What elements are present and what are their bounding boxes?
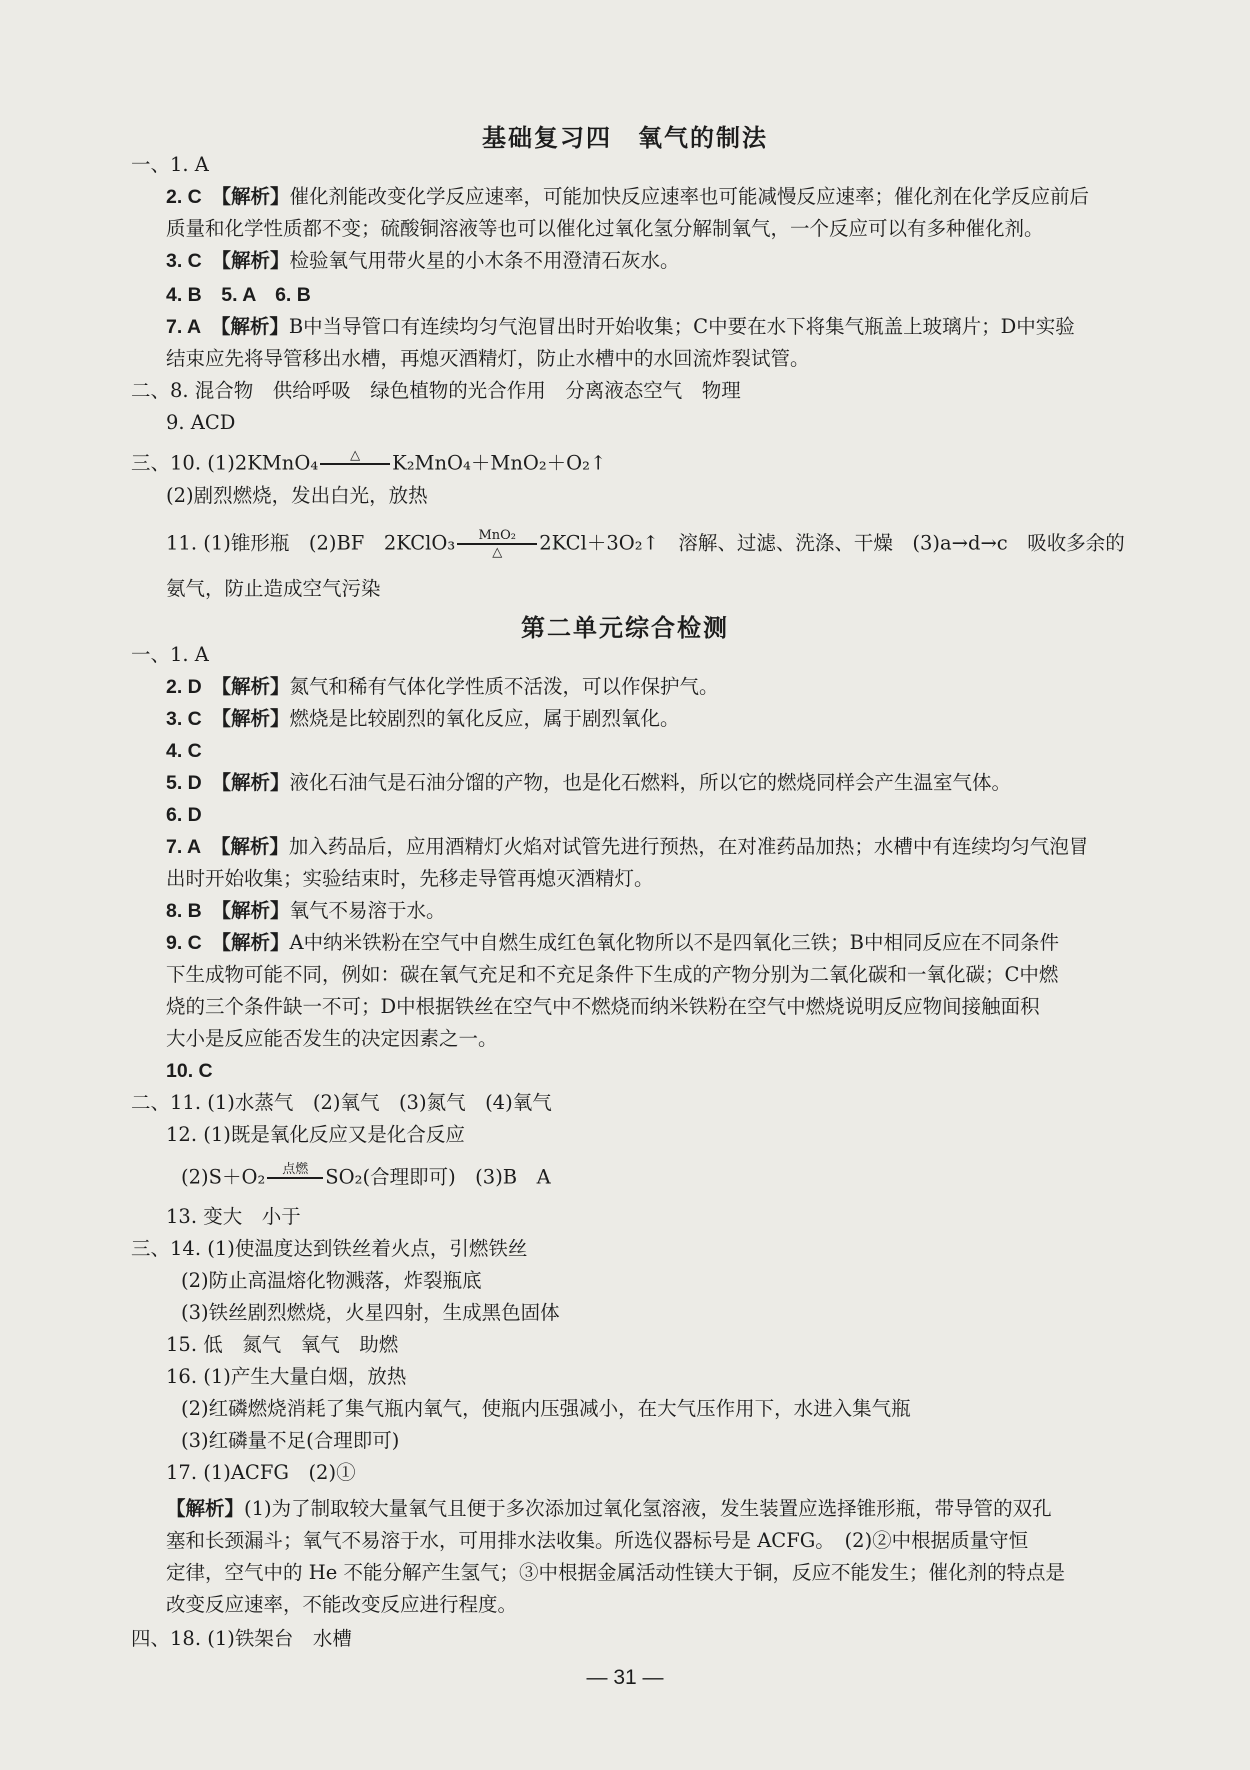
answer-2-14-2: (2)防止高温熔化物溅落，炸裂瓶底	[181, 1269, 482, 1292]
section-title-oxygen-preparation: 基础复习四 氧气的制法	[482, 124, 768, 152]
answer-1-2-cont: 质量和化学性质都不变；硫酸铜溶液等也可以催化过氧化氢分解制氧气，一个反应可以有多种催化剂。	[166, 217, 1044, 240]
answer-1-7: 7. A 【解析】B中当导管口有连续均匀气泡冒出时开始收集；C中要在水下将集气瓶盖上玻璃片；D中实验	[166, 315, 1075, 338]
answer-1-4-6: 4. B 5. A 6. B	[166, 284, 311, 306]
answer-2-9-cont2: 烧的三个条件缺一不可；D中根据铁丝在空气中不燃烧而纳米铁粉在空气中燃烧说明反应物间接触面积	[166, 995, 1040, 1018]
answer-1-2: 2. C 【解析】催化剂能改变化学反应速率，可能加快反应速率也可能减慢反应速率；催化剂在化学反应前后	[166, 185, 1090, 208]
answer-1-11-cont: 氨气，防止造成空气污染	[166, 577, 381, 600]
answer-1-8: 二、8. 混合物 供给呼吸 绿色植物的光合作用 分离液态空气 物理	[131, 379, 741, 402]
answer-2-17-explain: 【解析】(1)为了制取较大量氧气且便于多次添加过氧化氢溶液，发生装置应选择锥形瓶，带导管的双孔	[166, 1497, 1052, 1520]
answer-2-9-cont3: 大小是反应能否发生的决定因素之一。	[166, 1027, 498, 1050]
answer-1-7-cont: 结束应先将导管移出水槽，再熄灭酒精灯，防止水槽中的水回流炸裂试管。	[166, 347, 810, 370]
answer-1-10-2: (2)剧烈燃烧，发出白光，放热	[166, 484, 428, 507]
section-title-unit2-test: 第二单元综合检测	[521, 614, 729, 642]
answer-2-10: 10. C	[166, 1060, 213, 1082]
answer-2-18: 四、18. (1)铁架台 水槽	[131, 1627, 352, 1650]
bleed-through-text	[560, 1740, 579, 1767]
answer-2-4: 4. C	[166, 740, 202, 762]
answer-2-12-2: (2)S＋O₂ 点燃 SO₂(合理即可) (3)B A	[181, 1162, 551, 1194]
answer-2-15: 15. 低 氮气 氧气 助燃	[166, 1333, 399, 1356]
answer-2-16-1: 16. (1)产生大量白烟，放热	[166, 1365, 407, 1388]
answer-2-17: 17. (1)ACFG (2)①	[166, 1461, 356, 1484]
answer-2-17-cont3: 改变反应速率，不能改变反应进行程度。	[166, 1593, 518, 1616]
answer-2-8: 8. B 【解析】氧气不易溶于水。	[166, 899, 446, 922]
answer-2-3: 3. C 【解析】燃烧是比较剧烈的氧化反应，属于剧烈氧化。	[166, 707, 680, 730]
answer-1-10: 三、10. (1)2KMnO₄ △ K₂MnO₄＋MnO₂＋O₂↑	[131, 448, 606, 480]
answer-2-5: 5. D 【解析】液化石油气是石油分馏的产物，也是化石燃料，所以它的燃烧同样会产生温室气体。	[166, 771, 1012, 794]
answer-2-9-cont1: 下生成物可能不同，例如：碳在氧气充足和不充足条件下生成的产物分别为二氧化碳和一氧化碳；C中燃	[166, 963, 1059, 986]
answer-2-17-cont1: 塞和长颈漏斗；氧气不易溶于水，可用排水法收集。所选仪器标号是 ACFG。 (2)②中根据质量守恒	[166, 1529, 1029, 1552]
answer-2-6: 6. D	[166, 804, 202, 826]
answer-2-12-1: 12. (1)既是氧化反应又是化合反应	[166, 1123, 465, 1146]
answer-2-9: 9. C 【解析】A中纳米铁粉在空气中自燃生成红色氧化物所以不是四氧化三铁；B中相同反应在不同条件	[166, 931, 1059, 954]
reaction-condition-ignite: 点燃	[267, 1162, 323, 1194]
answer-2-2: 2. D 【解析】氮气和稀有气体化学性质不活泼，可以作保护气。	[166, 675, 719, 698]
answer-1-11: 11. (1)锥形瓶 (2)BF 2KClO₃ $\frac{\text{MnO₂}}{\triangle}$ 2KCl＋3O₂↑ 溶解、过滤、洗涤、干燥 (3)a→d→c 吸收多余的	[166, 528, 1125, 560]
answer-2-16-2: (2)红磷燃烧消耗了集气瓶内氧气，使瓶内压强减小，在大气压作用下，水进入集气瓶	[181, 1397, 911, 1420]
answer-1-1: 一、1. A	[131, 153, 209, 176]
answer-2-11: 二、11. (1)水蒸气 (2)氧气 (3)氮气 (4)氧气	[131, 1091, 552, 1114]
answer-2-13: 13. 变大 小于	[166, 1205, 301, 1228]
answer-2-16-3: (3)红磷量不足(合理即可)	[181, 1429, 400, 1452]
answer-2-14-1: 三、14. (1)使温度达到铁丝着火点，引燃铁丝	[131, 1237, 528, 1260]
page-number: — 31 —	[586, 1666, 664, 1689]
answer-2-7: 7. A 【解析】加入药品后，应用酒精灯火焰对试管先进行预热，在对准药品加热；水槽中有连续均匀气泡冒	[166, 835, 1089, 858]
answer-2-17-cont2: 定律，空气中的 He 不能分解产生氢气；③中根据金属活动性镁大于铜，反应不能发生；催化剂的特点是	[166, 1561, 1065, 1584]
answer-2-14-3: (3)铁丝剧烈燃烧，火星四射，生成黑色固体	[181, 1301, 560, 1324]
reaction-condition-heat: △	[320, 448, 390, 480]
answer-2-1: 一、1. A	[131, 643, 209, 666]
reaction-condition-catalyst: $\frac{\text{MnO₂}}{\triangle}$	[457, 528, 537, 560]
answer-1-3: 3. C 【解析】检验氧气用带火星的小木条不用澄清石灰水。	[166, 249, 680, 272]
answer-1-9: 9. ACD	[166, 411, 236, 434]
answer-2-7-cont: 出时开始收集；实验结束时，先移走导管再熄灭酒精灯。	[166, 867, 654, 890]
